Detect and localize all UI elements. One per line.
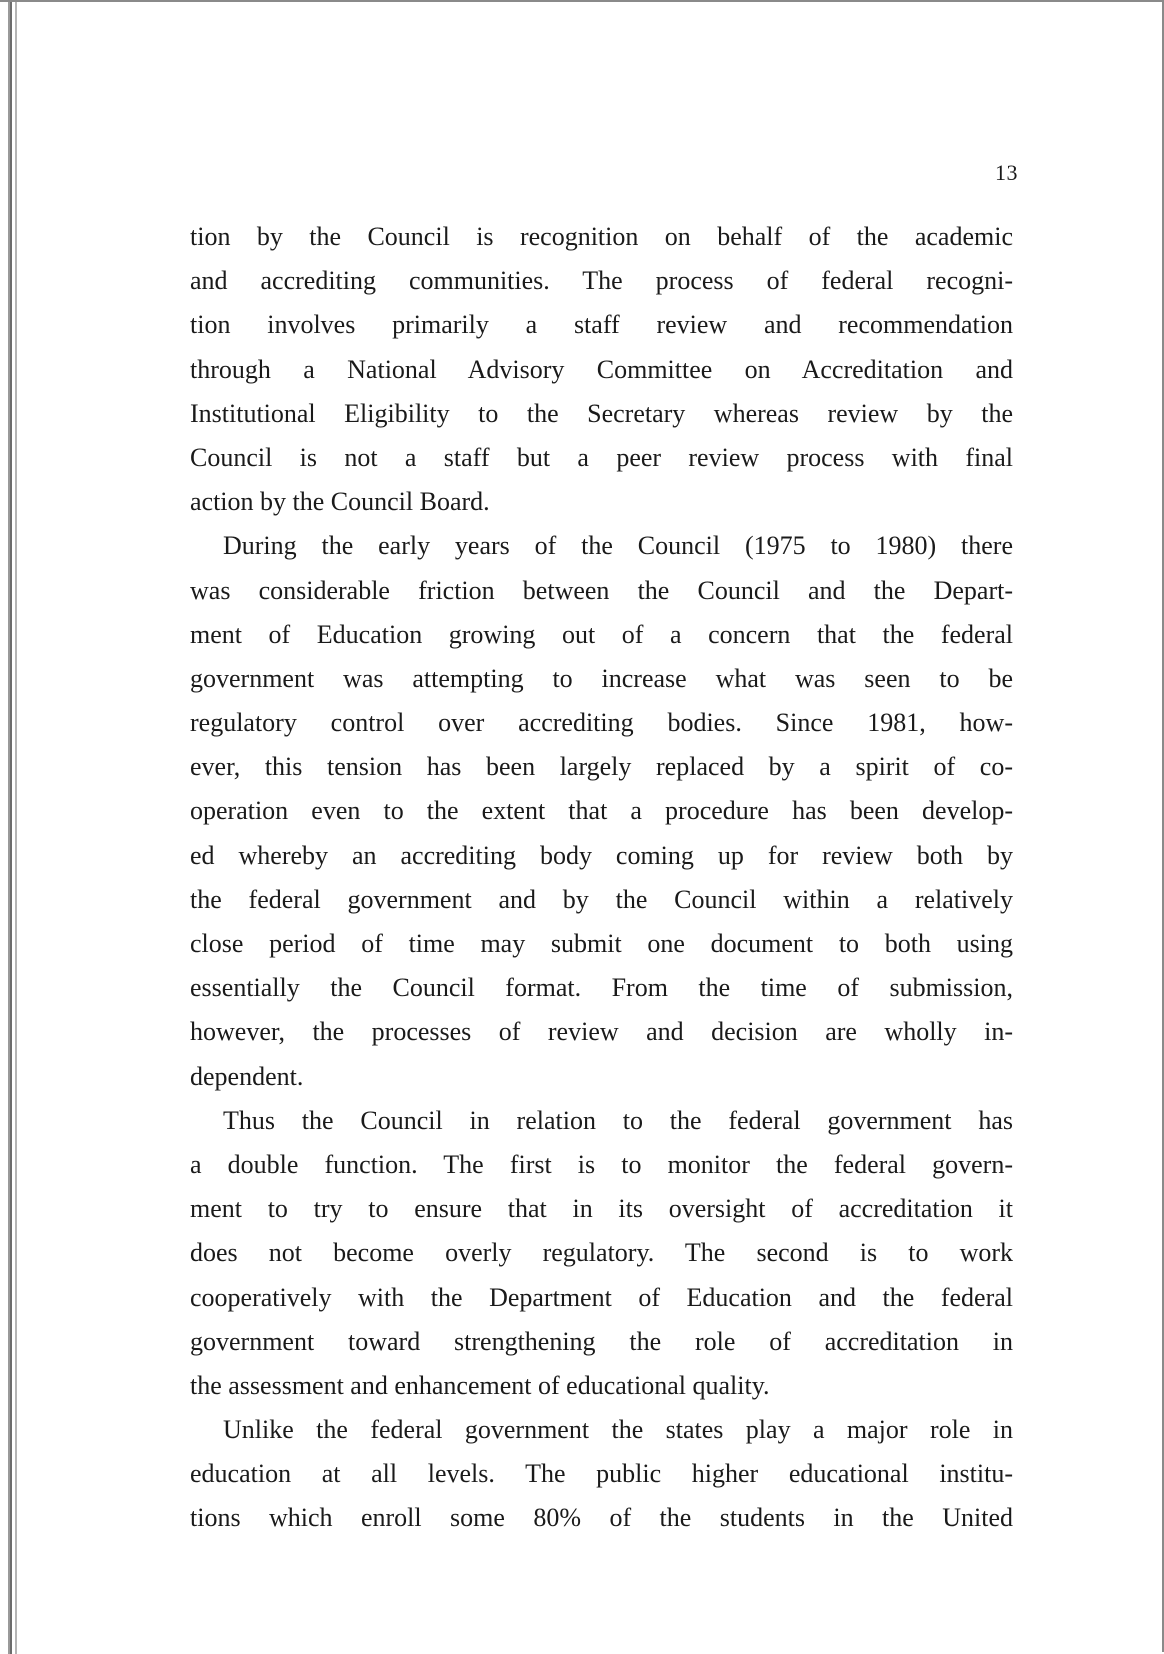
text-line: cooperatively with the Department of Education and the federal: [190, 1282, 1013, 1312]
text-line: tion involves primarily a staff review and recommendation: [190, 310, 1013, 340]
text-line: however, the processes of review and decision are wholly in-: [190, 1017, 1013, 1047]
text-line: Unlike the federal government the states play a major role in: [223, 1415, 1013, 1445]
text-line: ed whereby an accrediting body coming up for review both by: [190, 840, 1013, 870]
text-line: tions which enroll some 80% of the students in the United: [190, 1503, 1013, 1533]
text-line: and accrediting communities. The process of federal recogni-: [190, 266, 1013, 296]
text-line: Thus the Council in relation to the federal government has: [223, 1105, 1013, 1135]
page-binding-edge-inner: [15, 2, 17, 1654]
text-line: the federal government and by the Council within a relatively: [190, 884, 1013, 914]
text-line: During the early years of the Council (1975 to 1980) there: [223, 531, 1013, 561]
text-line: Institutional Eligibility to the Secretary whereas review by the: [190, 398, 1013, 428]
text-line: government toward strengthening the role of accreditation in: [190, 1326, 1013, 1356]
text-line: ever, this tension has been largely replaced by a spirit of co-: [190, 752, 1013, 782]
text-line: action by the Council Board.: [190, 487, 490, 517]
text-line: the assessment and enhancement of educational quality.: [190, 1370, 770, 1400]
text-line: through a National Advisory Committee on Accreditation and: [190, 354, 1013, 384]
text-line: was considerable friction between the Council and the Depart-: [190, 575, 1013, 605]
page-binding-edge: [8, 2, 12, 1654]
text-line: a double function. The first is to monitor the federal govern-: [190, 1149, 1013, 1179]
body-text: [190, 215, 1013, 1541]
text-line: tion by the Council is recognition on behalf of the academic: [190, 222, 1013, 251]
text-line: ment to try to ensure that in its oversight of accreditation it: [190, 1194, 1013, 1224]
text-line: dependent.: [190, 1061, 304, 1091]
text-line: ment of Education growing out of a concern that the federal: [190, 619, 1013, 649]
text-line: does not become overly regulatory. The second is to work: [190, 1238, 1013, 1268]
text-line: essentially the Council format. From the time of submission,: [190, 973, 1013, 1003]
text-line: close period of time may submit one document to both using: [190, 929, 1013, 958]
text-line: government was attempting to increase what was seen to be: [190, 663, 1013, 693]
text-line: education at all levels. The public higher educational institu-: [190, 1459, 1013, 1489]
text-line: regulatory control over accrediting bodies. Since 1981, how-: [190, 708, 1013, 738]
page-number: 13: [995, 160, 1018, 185]
text-line: operation even to the extent that a procedure has been develop-: [190, 796, 1013, 826]
text-line: Council is not a staff but a peer review process with final: [190, 442, 1013, 472]
